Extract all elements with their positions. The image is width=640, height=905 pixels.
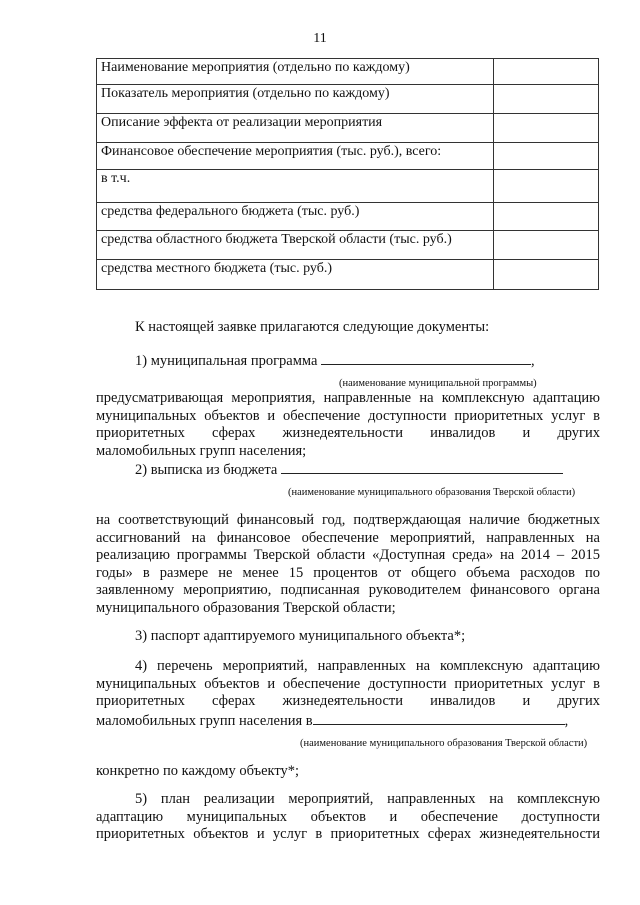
table-row: [97, 170, 599, 203]
table-row: [97, 203, 599, 231]
row-label: Показатель мероприятия (отдельно по каждому): [97, 85, 494, 114]
item4-text-line: приоритетных сферах жизнедеятельности инвалидов и других: [96, 693, 600, 709]
program-name-blank: [321, 351, 531, 365]
row-label: Описание эффекта от реализации мероприятия: [97, 114, 494, 143]
table-row: [97, 260, 599, 290]
program-name-caption: (наименование муниципальной программы): [339, 378, 537, 389]
item3-text: 3) паспорт адаптируемого муниципального объекта*;: [135, 628, 466, 644]
item4-comma: ,: [564, 712, 569, 729]
item2-label: 2) выписка из бюджета: [135, 462, 278, 478]
row-value-cell: [494, 203, 599, 231]
row-label: Наименование мероприятия (отдельно по каждому): [97, 59, 494, 85]
item4-text-line: муниципальных объектов и обеспечение доступности приоритетных услуг в: [96, 675, 600, 692]
row-label: средства областного бюджета Тверской области (тыс. руб.): [97, 231, 494, 260]
municipality-name-caption-2: (наименование муниципального образования Тверской области): [300, 738, 588, 749]
item2-text-line: реализацию программы Тверской области «Доступная среда» на 2014 – 2015: [96, 547, 600, 563]
row-value-cell: [494, 85, 599, 114]
item2-text-line: муниципального образования Тверской области;: [96, 599, 396, 616]
row-value-cell: [494, 114, 599, 143]
row-label: средства местного бюджета (тыс. руб.): [97, 260, 494, 290]
item5-text-line: 5) план реализации мероприятий, направленных на комплексную: [135, 791, 600, 807]
table-row: [97, 114, 599, 143]
item4-last-text: маломобильных групп населения в: [96, 712, 313, 729]
item2-line: [135, 460, 563, 479]
item4-after: конкретно по каждому объекту*;: [96, 763, 300, 779]
row-value-cell: [494, 59, 599, 85]
item1-text-line: муниципальных объектов и обеспечение доступности приоритетных услуг в: [96, 407, 600, 424]
item1-line: [135, 351, 535, 370]
item1-label: 1) муниципальная программа: [135, 353, 318, 369]
row-value-cell: [494, 170, 599, 203]
documents-intro: К настоящей заявке прилагаются следующие документы:: [135, 319, 490, 335]
item2-text-line: ассигнований на финансовое обеспечение мероприятий, направленных на: [96, 529, 600, 546]
row-label: средства федерального бюджета (тыс. руб.): [97, 203, 494, 231]
municipality-name-blank: [281, 460, 563, 474]
item2-text-line: заявленному мероприятию, подписанная руководителем финансового органа: [96, 582, 600, 598]
item4-last-line: [96, 711, 568, 730]
item5-text-line: приоритетных объектов и услуг в приоритетных сферах жизнедеятельности: [96, 826, 600, 842]
item2-text-line: на соответствующий финансовый год, подтверждающая наличие бюджетных: [96, 512, 600, 528]
item2-text-line: годы» в размере не менее 15 процентов от общего объема расходов по: [96, 564, 600, 581]
table-row: [97, 231, 599, 260]
item1-text-line: маломобильных групп населения;: [96, 442, 307, 459]
item1-text-line: предусматривающая мероприятия, направленные на комплексную адаптацию: [96, 390, 600, 406]
page-number: 11: [313, 31, 327, 46]
item1-text-line: приоритетных сферах жизнедеятельности инвалидов и других: [96, 425, 600, 441]
measure-info-table: [96, 58, 599, 290]
row-value-cell: [494, 143, 599, 170]
row-label: Финансовое обеспечение мероприятия (тыс. руб.), всего:: [97, 143, 494, 170]
item4-text-line: 4) перечень мероприятий, направленных на комплексную адаптацию: [135, 658, 600, 674]
item5-text-line: адаптацию муниципальных объектов и обеспечение доступности: [96, 808, 600, 825]
item1-comma: ,: [531, 353, 535, 369]
table-row: [97, 143, 599, 170]
table-row: [97, 85, 599, 114]
row-value-cell: [494, 260, 599, 290]
table-row: [97, 59, 599, 85]
municipality-name-caption: (наименование муниципального образования Тверской области): [288, 487, 576, 498]
municipality-name-blank-2: [313, 711, 565, 725]
row-value-cell: [494, 231, 599, 260]
row-label: в т.ч.: [97, 170, 494, 203]
